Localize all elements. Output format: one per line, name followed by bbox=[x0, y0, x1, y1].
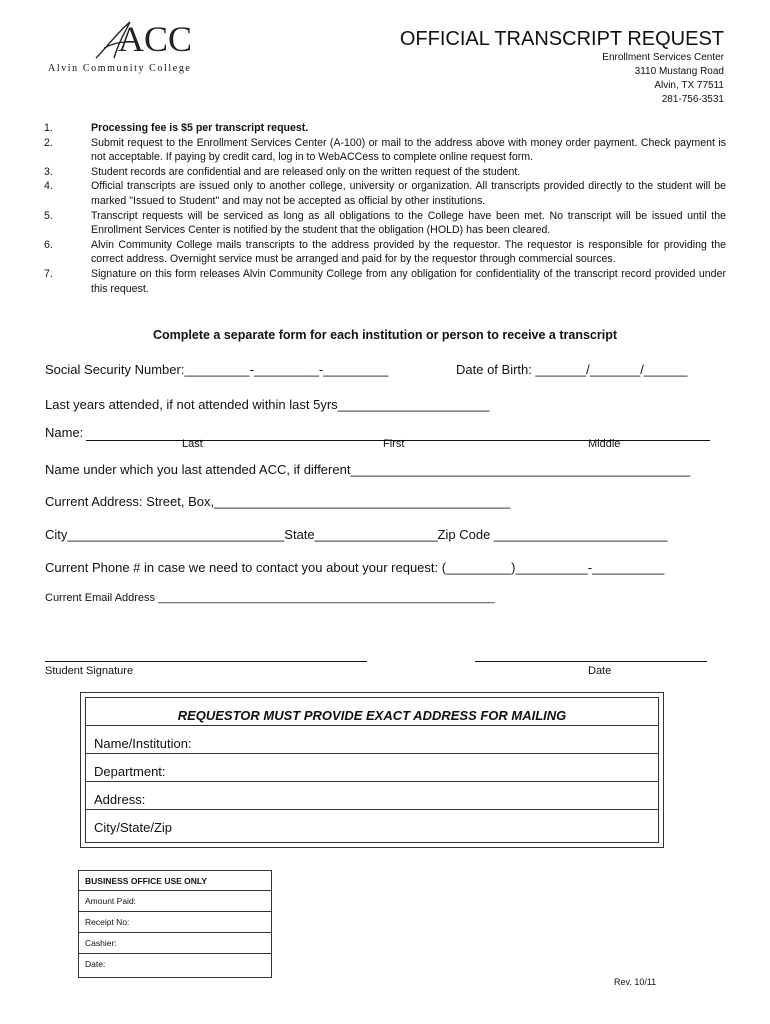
dob-field[interactable]: Date of Birth: _______/_______/______ bbox=[456, 362, 688, 377]
city-state-zip-field[interactable]: City______________________________State_________________Zip Code ________________________ bbox=[45, 527, 668, 542]
business-office-box bbox=[78, 870, 272, 978]
alt-name-field[interactable]: Name under which you last attended ACC, if different_______________________________________________ bbox=[45, 462, 691, 477]
name-middle-label: Middle bbox=[588, 438, 621, 450]
receipt-no-field[interactable]: Receipt No: bbox=[79, 912, 271, 933]
list-item: 4. Official transcripts are issued only to another college, university or organization. All transcripts provided directly to the student will be marked "Issued to Student" and may not be accepted as official by other institutions. bbox=[44, 180, 726, 207]
signature-label: Student Signature bbox=[45, 665, 134, 677]
requestor-box bbox=[80, 692, 664, 848]
name-label: Name: bbox=[45, 425, 84, 440]
college-name: Alvin Community College bbox=[48, 63, 192, 74]
address-line-2: 3110 Mustang Road bbox=[634, 66, 724, 77]
phone-field[interactable]: Current Phone # in case we need to contact you about your request: (_________)__________-__________ bbox=[45, 560, 665, 575]
requestor-heading: REQUESTOR MUST PROVIDE EXACT ADDRESS FOR MAILING bbox=[86, 698, 658, 726]
cashier-field[interactable]: Cashier: bbox=[79, 933, 271, 954]
form-heading: Complete a separate form for each institution or person to receive a transcript bbox=[152, 328, 617, 342]
address-line-3: Alvin, TX 77511 bbox=[654, 80, 724, 91]
list-item: 2. Submit request to the Enrollment Services Center (A-100) or mail to the address above with money order payment. Check payment is not acceptable. If paying by credit card, log in to WebACCess to complete online request form. bbox=[44, 136, 726, 164]
list-item: 3. Student records are confidential and are released only on the written request of the student. bbox=[44, 165, 521, 178]
business-office-heading: BUSINESS OFFICE USE ONLY bbox=[79, 871, 271, 891]
acc-logo bbox=[92, 18, 193, 60]
requestor-address-field[interactable]: Address: bbox=[86, 782, 658, 810]
name-first-label: First bbox=[383, 438, 405, 450]
list-item: 5. Transcript requests will be serviced as long as all obligations to the College have been met. No transcript will be issued until the Enrollment Services Center is notified by the student that the obligation (HOLD) has been cleared. bbox=[44, 209, 726, 237]
address-line-4: 281-756-3531 bbox=[661, 94, 724, 105]
list-item: 1. Processing fee is $5 per transcript request. bbox=[44, 122, 309, 134]
name-last-label: Last bbox=[182, 438, 203, 450]
email-field[interactable]: Current Email Address _______________________________________________________ bbox=[45, 592, 495, 604]
name-institution-field[interactable]: Name/Institution: bbox=[86, 726, 658, 754]
list-item: 7. Signature on this form releases Alvin Community College from any obligation for confidentiality of the transcript record provided under this request. bbox=[44, 267, 726, 295]
business-date-field[interactable]: Date: bbox=[85, 959, 106, 969]
date-label: Date bbox=[588, 665, 612, 677]
address-field[interactable]: Current Address: Street, Box,_________________________________________ bbox=[45, 494, 511, 509]
revision-label: Rev. 10/11 bbox=[614, 977, 657, 987]
svg-text:ACC: ACC bbox=[118, 19, 193, 59]
ssn-field[interactable]: Social Security Number:_________-_________-_________ bbox=[45, 362, 389, 377]
last-years-field[interactable]: Last years attended, if not attended within last 5yrs_____________________ bbox=[45, 397, 490, 412]
amount-paid-field[interactable]: Amount Paid: bbox=[79, 891, 271, 912]
address-line-1: Enrollment Services Center bbox=[602, 52, 724, 63]
instructions-list bbox=[44, 121, 726, 296]
department-field[interactable]: Department: bbox=[86, 754, 658, 782]
signature-line[interactable] bbox=[45, 661, 367, 662]
city-state-zip-requestor-field[interactable]: City/State/Zip bbox=[94, 820, 173, 835]
signature-date-line[interactable] bbox=[475, 661, 707, 662]
list-item: 6. Alvin Community College mails transcripts to the address provided by the requestor. The requestor is responsible for providing the correct address. Overnight service must be arranged and paid for by the requestor through commercial sources. bbox=[44, 238, 726, 266]
page-title: OFFICIAL TRANSCRIPT REQUEST bbox=[399, 28, 724, 50]
